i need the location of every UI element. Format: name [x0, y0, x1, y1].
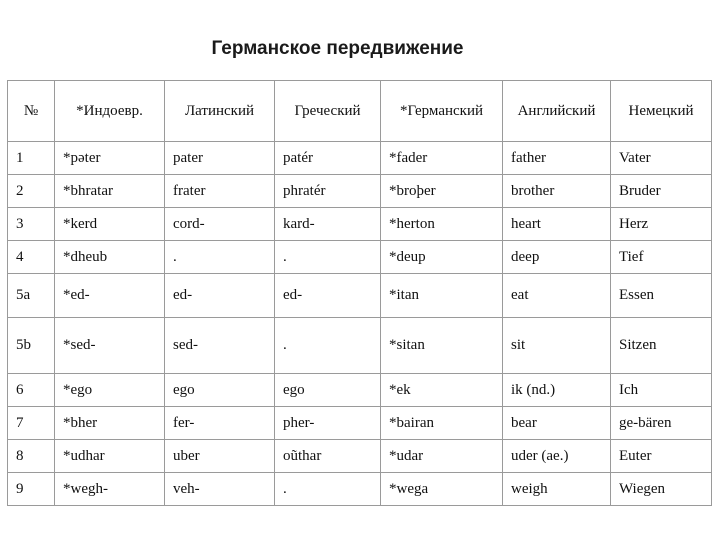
- cell-indo-european: *dheub: [55, 241, 165, 274]
- cell-germanic: *bairan: [381, 407, 503, 440]
- cell-indo-european: *ego: [55, 374, 165, 407]
- cell-indo-european: *kerd: [55, 208, 165, 241]
- cell-latin: fer-: [165, 407, 275, 440]
- table-row: [8, 374, 712, 407]
- cell-english: weigh: [503, 473, 611, 506]
- cell-germanic: *broþer: [381, 175, 503, 208]
- cell-latin: frater: [165, 175, 275, 208]
- header-germanic: *Германский: [381, 81, 503, 142]
- cell-english: sit: [503, 318, 611, 374]
- cell-greek: patér: [275, 142, 381, 175]
- cell-latin: veh-: [165, 473, 275, 506]
- header-english: Английский: [503, 81, 611, 142]
- cell-germanic: *itan: [381, 274, 503, 318]
- cell-german: Vater: [611, 142, 712, 175]
- cell-number: 1: [8, 142, 55, 175]
- cell-number: 5a: [8, 274, 55, 318]
- cell-latin: ego: [165, 374, 275, 407]
- cell-indo-european: *wegh-: [55, 473, 165, 506]
- cell-english: ik (nd.): [503, 374, 611, 407]
- page-title: Германское передвижение: [211, 38, 464, 59]
- cell-greek: .: [275, 241, 381, 274]
- cell-greek: .: [275, 473, 381, 506]
- table-row: [8, 208, 712, 241]
- cell-germanic: *fader: [381, 142, 503, 175]
- cell-german: Sitzen: [611, 318, 712, 374]
- cell-indo-european: *sed-: [55, 318, 165, 374]
- cell-german: Herz: [611, 208, 712, 241]
- cell-greek: pher-: [275, 407, 381, 440]
- header-number: №: [8, 81, 55, 142]
- cell-greek: ed-: [275, 274, 381, 318]
- header-latin: Латинский: [165, 81, 275, 142]
- cell-english: brother: [503, 175, 611, 208]
- cell-indo-european: *udhar: [55, 440, 165, 473]
- cell-greek: phratér: [275, 175, 381, 208]
- table-row: [8, 440, 712, 473]
- cell-greek: ego: [275, 374, 381, 407]
- table-row: [8, 473, 712, 506]
- sound-shift-table: [7, 80, 712, 506]
- cell-english: bear: [503, 407, 611, 440]
- cell-number: 7: [8, 407, 55, 440]
- table-row: [8, 274, 712, 318]
- cell-number: 8: [8, 440, 55, 473]
- table-row: [8, 241, 712, 274]
- cell-latin: pater: [165, 142, 275, 175]
- cell-latin: cord-: [165, 208, 275, 241]
- cell-german: Euter: [611, 440, 712, 473]
- cell-number: 6: [8, 374, 55, 407]
- cell-greek: .: [275, 318, 381, 374]
- cell-english: father: [503, 142, 611, 175]
- cell-germanic: *wega: [381, 473, 503, 506]
- cell-indo-european: *ed-: [55, 274, 165, 318]
- header-indo-european: *Индоевр.: [55, 81, 165, 142]
- table-row: [8, 142, 712, 175]
- header-row: [8, 81, 712, 142]
- cell-number: 9: [8, 473, 55, 506]
- cell-number: 4: [8, 241, 55, 274]
- cell-germanic: *deup: [381, 241, 503, 274]
- table-row: [8, 175, 712, 208]
- cell-greek: oũthar: [275, 440, 381, 473]
- cell-indo-european: *pəter: [55, 142, 165, 175]
- cell-number: 5b: [8, 318, 55, 374]
- cell-german: Tief: [611, 241, 712, 274]
- cell-germanic: *udar: [381, 440, 503, 473]
- cell-english: heart: [503, 208, 611, 241]
- cell-german: Ich: [611, 374, 712, 407]
- cell-latin: ed-: [165, 274, 275, 318]
- cell-germanic: *sitan: [381, 318, 503, 374]
- table-row: [8, 407, 712, 440]
- cell-english: eat: [503, 274, 611, 318]
- cell-germanic: *ek: [381, 374, 503, 407]
- cell-german: Bruder: [611, 175, 712, 208]
- header-german: Немецкий: [611, 81, 712, 142]
- cell-number: 3: [8, 208, 55, 241]
- cell-english: deep: [503, 241, 611, 274]
- cell-indo-european: *bhratar: [55, 175, 165, 208]
- cell-english: uder (ae.): [503, 440, 611, 473]
- cell-german: ge-bären: [611, 407, 712, 440]
- cell-latin: sed-: [165, 318, 275, 374]
- cell-germanic: *herton: [381, 208, 503, 241]
- cell-german: Essen: [611, 274, 712, 318]
- cell-indo-european: *bher: [55, 407, 165, 440]
- cell-greek: kard-: [275, 208, 381, 241]
- cell-german: Wiegen: [611, 473, 712, 506]
- cell-latin: .: [165, 241, 275, 274]
- table-row: [8, 318, 712, 374]
- cell-latin: uber: [165, 440, 275, 473]
- header-greek: Греческий: [275, 81, 381, 142]
- cell-number: 2: [8, 175, 55, 208]
